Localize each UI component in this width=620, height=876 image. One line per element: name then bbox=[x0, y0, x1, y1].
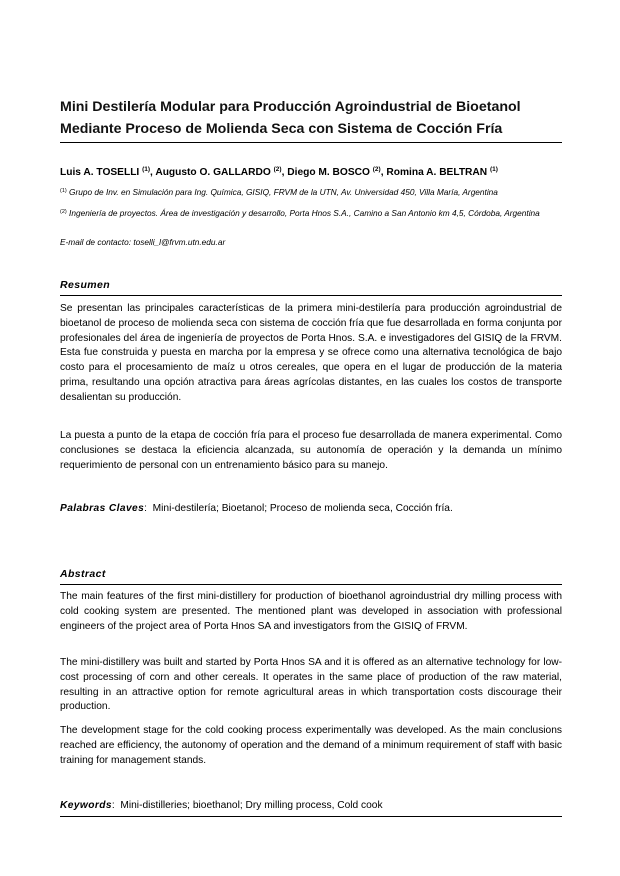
affiliation-mark: (2) bbox=[60, 209, 67, 215]
keywords: Keywords: Mini-distilleries; bioethanol; Dry milling process, Cold cook bbox=[60, 800, 383, 811]
affiliation-2 bbox=[60, 205, 562, 221]
resumen-paragraph: Se presentan las principales características de la primera mini-destilería para producción agroindustrial de bioetanol de proceso de molienda seca con sistema de cocción fría que fue desarrollada en forma conjunta por profesionales del área de ingeniería de proyectos de Porta Hnos. S.A. e investigadores del GISIQ de la FRVM. Esta fue construida y puesta en marcha por la empresa y se ofrece como una alternativa tecnológica de bajo costo para el procesamiento de maíz u otros cereales, que opera en el lugar de producción de la materia prima, resultando una opción atractiva para áreas agrícolas distantes, en las cuales los costos de transporte desalientan su producción. bbox=[60, 303, 562, 403]
abstract-paragraph: The mini-distillery was built and started by Porta Hnos SA and it is offered as an alternative technology for low-cost processing of corn and other cereals. It operates in the same place of production of the raw material, resulting in an attractive option for remote agricultural areas in which transportation costs discourage their production. bbox=[60, 657, 562, 713]
keywords-text: Mini-distilleries; bioethanol; Dry milling process, Cold cook bbox=[120, 800, 383, 811]
author-affil-mark: (2) bbox=[372, 166, 381, 173]
title-line-1: Mini Destilería Modular para Producción Agroindustrial de Bioetanol bbox=[60, 99, 521, 115]
author-affil-mark: (1) bbox=[142, 166, 151, 173]
author-name: Diego M. BOSCO bbox=[287, 167, 370, 178]
title-divider bbox=[60, 142, 562, 143]
paper-title bbox=[60, 96, 562, 140]
palabras-claves: Palabras Claves: Mini-destilería; Bioetanol; Proceso de molienda seca, Cocción fría. bbox=[60, 503, 453, 514]
affiliation-1 bbox=[60, 184, 562, 200]
affiliation-text: Grupo de Inv. en Simulación para Ing. Química, GISIQ, FRVM de la UTN, Av. Universidad 450, Villa María, Argentina bbox=[69, 187, 498, 197]
abstract-paragraph: The development stage for the cold cooking process experimentally was developed. As the main conclusions reached are efficiency, the autonomy of operation and the demand of a minimum requirement of staff with basic training for management stands. bbox=[60, 725, 562, 766]
resumen-divider bbox=[60, 295, 562, 296]
author-affil-mark: (2) bbox=[273, 166, 282, 173]
resumen-paragraph: La puesta a punto de la etapa de cocción fría para el proceso fue desarrollada de manera experimental. Como conclusiones se destaca la eficiencia alcanzada, su autonomía de operación y la demanda un mínimo requerimiento de personal con un entrenamiento básico para su manejo. bbox=[60, 430, 562, 471]
abstract-paragraph: The main features of the first mini-distillery for production of bioethanol agroindustrial dry milling process with cold cooking system are presented. The mentioned plant was developed in association with professional engineers of the project area of Porta Hnos SA and investigators from the GISIQ of FRVM. bbox=[60, 591, 562, 632]
resumen-heading: Resumen bbox=[60, 279, 111, 291]
author-name: Luis A. TOSELLI bbox=[60, 167, 140, 178]
author-name: Romina A. BELTRAN bbox=[386, 167, 488, 178]
affiliation-mark: (1) bbox=[60, 188, 67, 194]
abstract-heading: Abstract bbox=[60, 568, 106, 580]
author-list: Luis A. TOSELLI $^{(1)}$, Augusto O. GALLARDO $^{(2)}$, Diego M. BOSCO $^{(2)}$, Romina A. BELTRAN $^{(1)}$ bbox=[60, 166, 498, 178]
contact-email: E-mail de contacto: toselli_l@frvm.utn.edu.ar bbox=[60, 237, 226, 247]
keywords-label: Keywords bbox=[60, 800, 112, 811]
author-affil-mark: (1) bbox=[489, 166, 498, 173]
palabras-claves-text: Mini-destilería; Bioetanol; Proceso de molienda seca, Cocción fría. bbox=[152, 503, 453, 514]
abstract-divider bbox=[60, 584, 562, 585]
keywords-divider bbox=[60, 816, 562, 817]
affiliation-text: Ingeniería de proyectos. Área de investigación y desarrollo, Porta Hnos S.A., Camino a San Antonio km 4,5, Córdoba, Argentina bbox=[69, 208, 540, 218]
author-name: Augusto O. GALLARDO bbox=[155, 167, 271, 178]
title-line-2: Mediante Proceso de Molienda Seca con Sistema de Cocción Fría bbox=[60, 121, 503, 137]
palabras-claves-label: Palabras Claves bbox=[60, 503, 145, 514]
